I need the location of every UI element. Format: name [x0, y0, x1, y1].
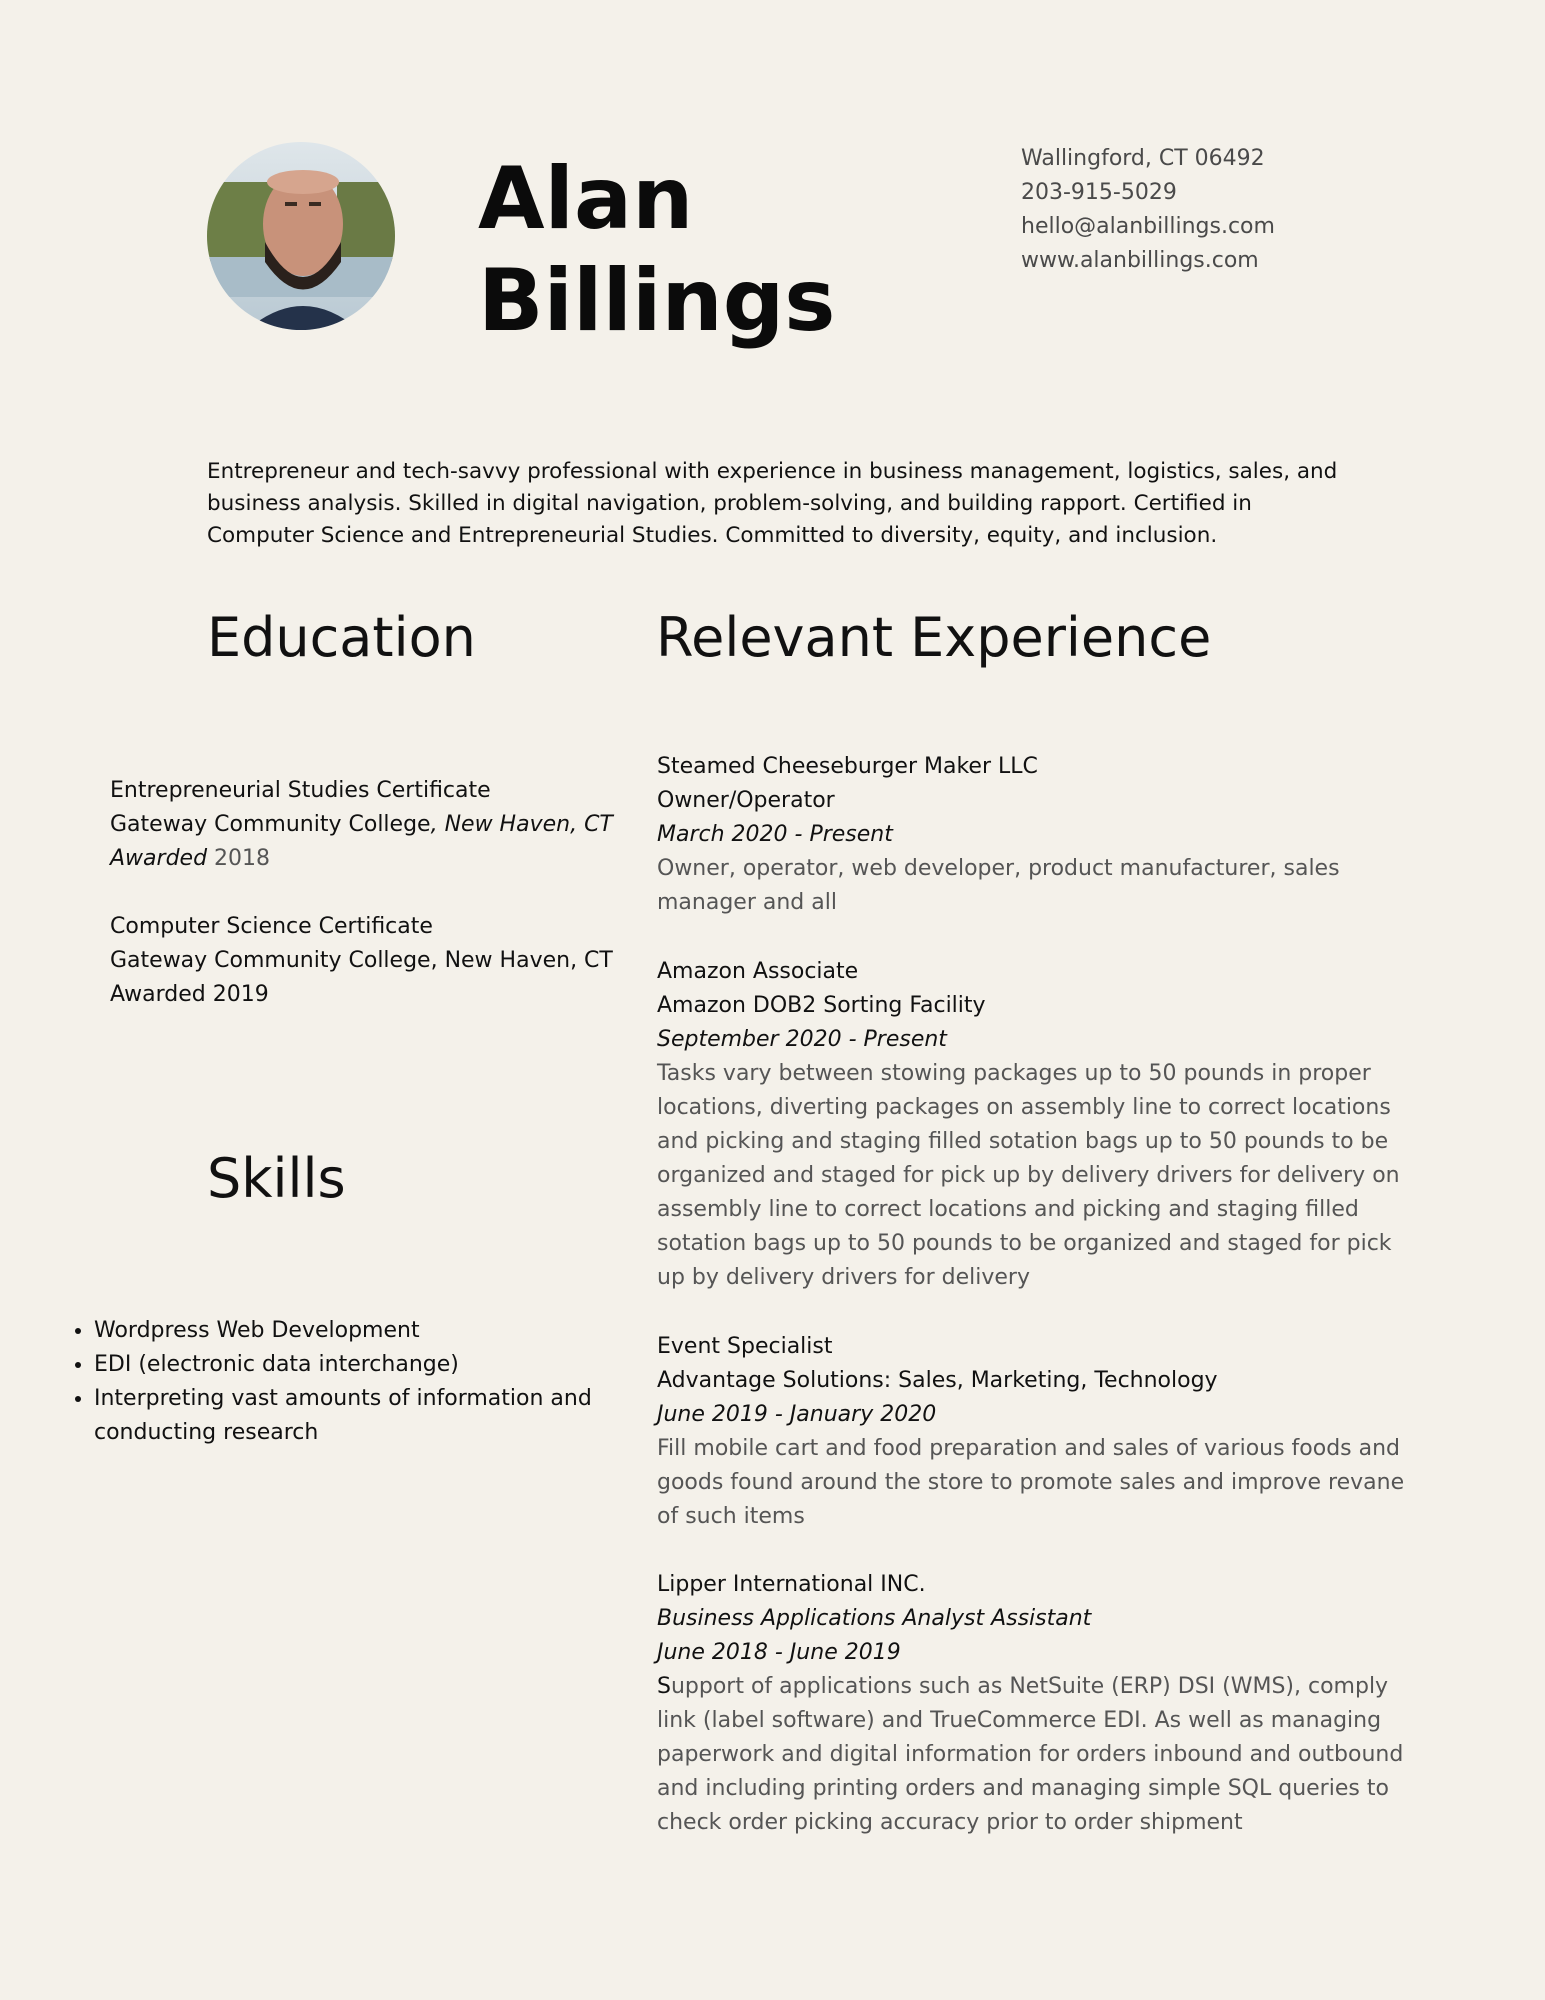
experience-role: Business Applications Analyst Assistant — [657, 1606, 1092, 1631]
contact-phone: 203-915-5029 — [1021, 180, 1177, 205]
experience-dates: June 2018 - June 2019 — [657, 1640, 901, 1665]
experience-item — [657, 955, 1417, 1295]
experience-heading: Relevant Experience — [656, 606, 1212, 669]
skill-item: • Interpreting vast amounts of information and conducting research — [94, 1382, 654, 1450]
education-school: Gateway Community College — [110, 812, 431, 837]
avatar-icon — [207, 142, 395, 330]
experience-description: Tasks vary between stowing packages up to 50 pounds in proper locations, diverting packages on assembly line to correct locations and picking and staging filled sotation bags up to 50 pounds to be organized and staged for pick up by delivery drivers for delivery on assembly line to correct locations and picking and staging filled sotation bags up to 50 pounds to be organized and staged for pick up by delivery drivers for delivery — [657, 1061, 1400, 1290]
education-year: 2018 — [207, 846, 271, 871]
skills-list — [56, 1314, 654, 1450]
experience-role: Amazon DOB2 Sorting Facility — [657, 993, 986, 1018]
experience-company: Steamed Cheeseburger Maker LLC — [657, 754, 1038, 779]
experience-company: Amazon Associate — [657, 959, 859, 984]
experience-role: Owner/Operator — [657, 788, 835, 813]
experience-role: Advantage Solutions: Sales, Marketing, Technology — [657, 1368, 1218, 1393]
experience-description: Fill mobile cart and food preparation and sales of various foods and goods found around the store to promote sales and improve revane of such items — [657, 1436, 1405, 1529]
experience-item — [657, 1330, 1417, 1534]
education-awarded-line: Awarded 2019 — [110, 982, 269, 1007]
contact-address: Wallingford, CT 06492 — [1021, 146, 1265, 171]
experience-item — [657, 1568, 1417, 1840]
experience-company: Lipper International INC. — [657, 1572, 926, 1597]
experience-dates: June 2019 - January 2020 — [657, 1402, 937, 1427]
experience-description: Owner, operator, web developer, product manufacturer, sales manager and all — [657, 856, 1340, 915]
education-school-line: Gateway Community College, New Haven, CT — [110, 948, 613, 973]
contact-info — [1021, 142, 1441, 278]
education-school-line — [110, 808, 630, 842]
profile-photo — [207, 142, 395, 330]
education-awarded-label: Awarded — [110, 846, 208, 871]
education-item — [110, 910, 630, 1012]
education-heading: Education — [207, 606, 476, 669]
experience-dates: September 2020 - Present — [657, 1027, 947, 1052]
experience-description — [657, 1670, 1409, 1840]
education-awarded-line — [110, 842, 630, 876]
contact-email[interactable]: hello@alanbillings.com — [1021, 214, 1275, 239]
skill-item: • EDI (electronic data interchange) — [94, 1348, 654, 1382]
person-name — [478, 148, 998, 352]
experience-company: Event Specialist — [657, 1334, 833, 1359]
experience-description-text: upport of applications such as NetSuite (ERP) DSI (WMS), comply link (label software) and TrueCommerce EDI. As well as managing paperwork and digital information for orders inbound and outbound and including printing orders and managing simple SQL queries to check order picking accuracy prior to order shipment — [657, 1674, 1404, 1835]
experience-dates: March 2020 - Present — [657, 822, 893, 847]
last-name: Billings — [478, 251, 836, 351]
education-title: Entrepreneurial Studies Certificate — [110, 778, 491, 803]
contact-website[interactable]: www.alanbillings.com — [1021, 248, 1259, 273]
first-name: Alan — [478, 149, 694, 249]
experience-description-initial: S — [657, 1674, 671, 1699]
education-item — [110, 774, 630, 876]
experience-item — [657, 750, 1417, 920]
summary: Entrepreneur and tech-savvy professional with experience in business management, logistics, sales, and business analysis. Skilled in digital navigation, problem-solving, and building rapport. Certified in Computer Science and Entrepreneurial Studies. Committed to diversity, equity, and inclusion. — [207, 459, 1338, 548]
skill-item: • Wordpress Web Development — [94, 1314, 654, 1348]
education-title: Computer Science Certificate — [110, 914, 433, 939]
education-location: , New Haven, CT — [430, 812, 613, 837]
skills-heading: Skills — [207, 1147, 346, 1210]
